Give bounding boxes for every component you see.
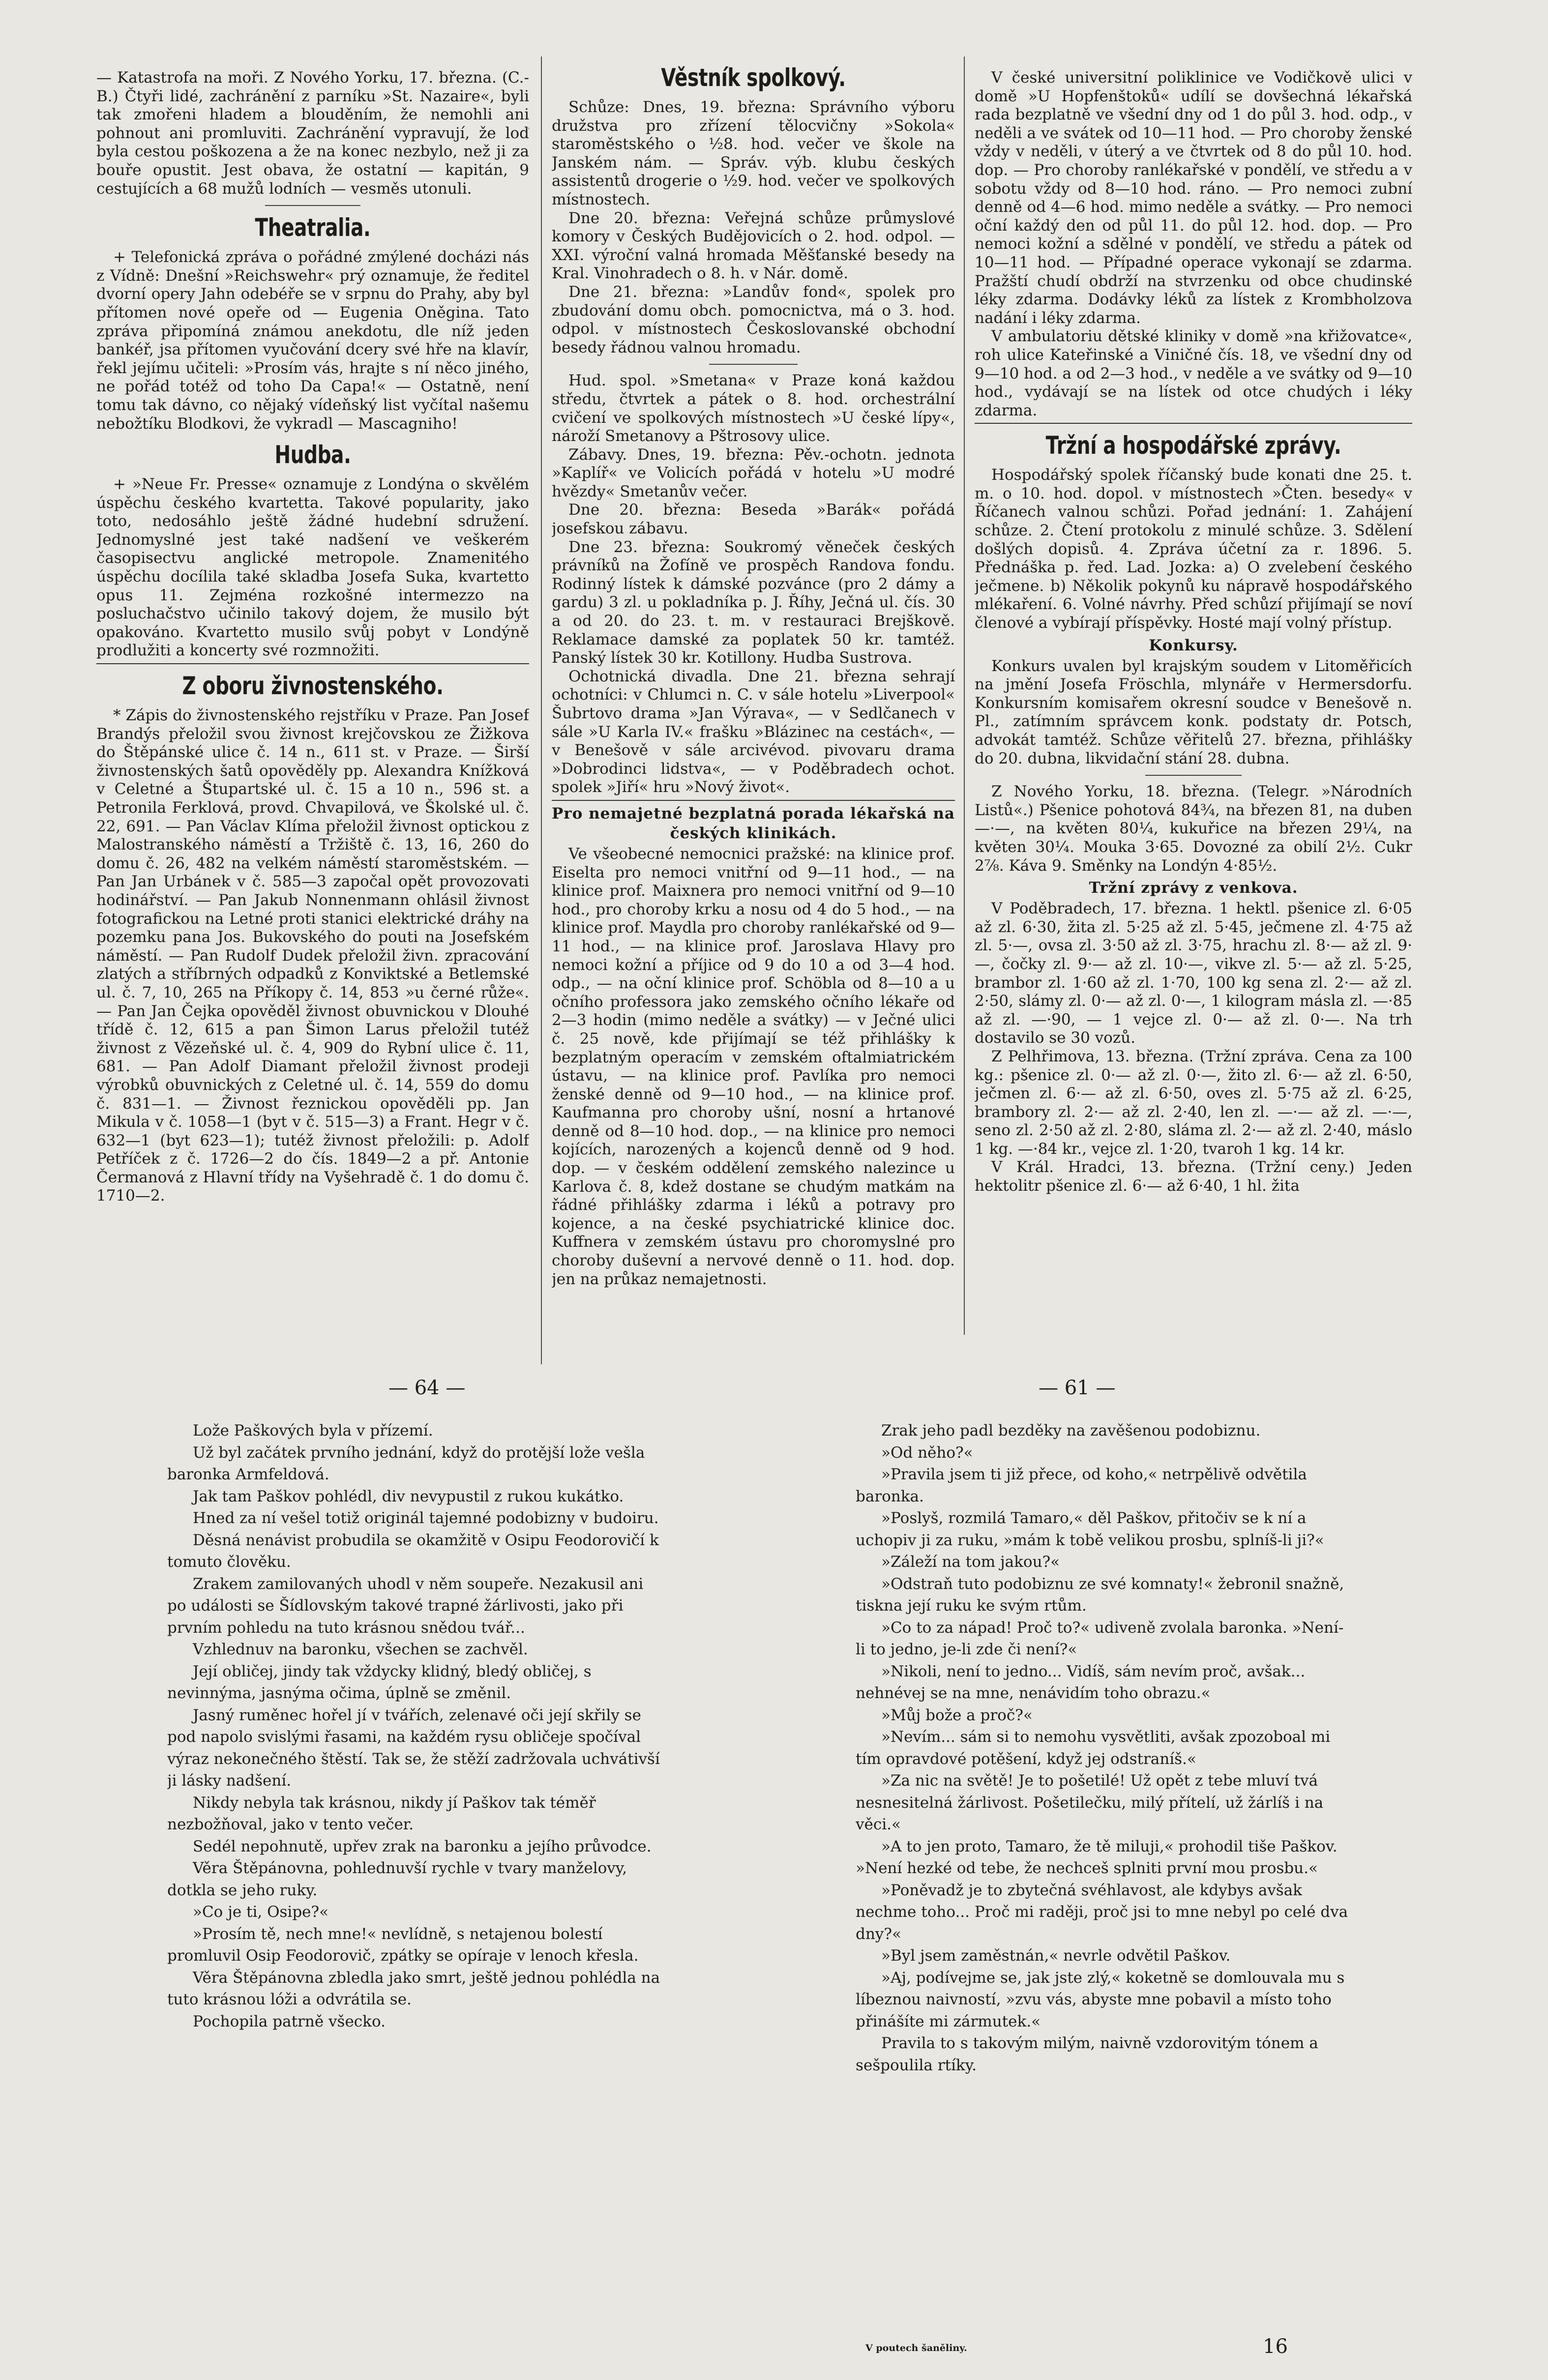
section-heading-konkursy: Konkursy. xyxy=(1149,636,1238,654)
column-rule-2 xyxy=(964,57,965,1335)
story-paragraph: »A to jen proto, Tamaro, že tě miluji,« prohodil tiše Paškov. »Není hezké od tebe, že nechceš splniti první mou prosbu.« xyxy=(856,1837,1338,1877)
story-paragraph: Nikdy nebyla tak krásnou, nikdy jí Paškov tak téměř nezbožňoval, jako v tento večer. xyxy=(167,1793,596,1833)
story-paragraph: Její obličej, jindy tak vždycky klidný, bledý obličej, s nevinnýma, jasnýma očima, úplně se změnil. xyxy=(167,1662,592,1702)
story-paragraph: Věra Štěpánovna zbledla jako smrt, ještě jednou pohlédla na tuto krásnou lóži a odvrátila se. xyxy=(167,1969,660,2008)
news-trade-register: * Zápis do živnostenského rejstříku v Praze. Pan Josef Brandýs přeložil svou živnost krejčovskou ze Žižkova do Štěpánské ulice č. 14 n., 611 st. v Praze. — Širší živnostenských šatů opověděly pp. Alexandra Knížková v Celetné a Štupartské ul. č. 15 a 10 n., 596 st. a Petronila Ferklová, provd. Chvapilová, ve Školské ul. č. 22, 691. — Pan Václav Klíma přeložil živnost optickou z Malostranského náměstí a Tržiště č. 13, 16, 260 do domu č. 26, 482 na velkém náměstí staroměstském. — Pan Jan Urbánek v č. 585—3 započal opět provozovati hodinářství. — Pan Jakub Nonnenmann ohlásil živnost fotografickou na Letné proti stanici elektrické dráhy na pozemku pana Jos. Bukovského do pouti na Josefském náměstí. — Pan Rudolf Dudek přeložil živn. zpracování zlatých a stříbrných odpadků z Konviktské a Betlemské ul. č. 7, 10, 265 na Příkopy č. 14, 853 »u černé růže«. — Pan Jan Čejka opověděl živnost obuvnickou v Dlouhé třídě č. 12, 615 a pan Šimon Larus přeložil tutéž živnost z Vězeňské ul. č. 4, 909 do Rybní ulice č. 11, 681. — Pan Adolf Diamant přeložil živnost prodeji výrobků obuvnických z Celetné ul. č. 14, 559 do domu č. 831—1. — Živnost řeznickou opověděli pp. Jan Mikula v č. 1058—1 (byt v č. 515—3) a Frant. Hegr v č. 632—1 (byt 623—1); tutéž živnost přeložili: p. Adolf Petříček z č. 1726—2 do čís. 1849—2 a př. Antonie Čermanová z Hlavní třídy na Vyšehradě č. 1 do domu č. 1710—2. xyxy=(96,706,529,1205)
novel-footer-title: V poutech šaněliny. xyxy=(865,2343,967,2353)
news-music: + »Neue Fr. Presse« oznamuje z Londýna o skvělém úspěchu českého kvartetta. Takové popularity, jako toto, nedosáhlo ještě žádné hudební sdružení. Jednomyslné jest také nadšení ve veškerém časopisectvu anglické metropole. Znamenitého úspěchu docílila také skladba Josefa Suka, kvartetto opus 11. Zejména rozkošné intermezzo na posluchačstvo učinilo takový dojem, že musilo být opakováno. Kvartetto musilo svůj pobyt v Londýně prodlužiti a koncerty své rozmnožiti. xyxy=(96,475,529,660)
section-heading-trade: Z oboru živnostenského. xyxy=(182,672,444,701)
childrens-clinic-note: V ambulatoriu dětské kliniky v domě »na křižovatce«, roh ulice Kateřinské a Viničné čís. 18, ve všední dny od 9—10 hod. a od 2—3 hod., v neděle a ve svátky od 9—10 hod., vydávají se na lístek od otce chudých i léky zdarma. xyxy=(975,327,1412,419)
story-paragraph: »Poslyš, rozmilá Tamaro,« děl Paškov, přitočiv se k ní a uchopiv ji za ruku, »mám k tobě velikou prosbu, splníš-li ji?« xyxy=(856,1509,1324,1549)
divider xyxy=(975,423,1412,424)
section-heading-doctors: Pro nemajetné bezplatná porada lékařská na českých klinikách. xyxy=(552,804,955,842)
story-paragraph: Zrak jeho padl bezděky na zavěšenou podobiznu. xyxy=(881,1422,1261,1440)
news-shipwreck: — Katastrofa na moři. Z Nového Yorku, 17. března. (C.-B.) Čtyři lidé, zachránění z parníku »St. Nazaire«, byli tak zmořeni hladem a blouděním, že nemohli ani pohnout ani promluviti. Zachránění vypravují, že loď byla cestou poškozena a že na konec nezbylo, než ji za bouře opustit. Jest obava, že ostatní — kapitán, 9 cestujících a 68 mužů lodních — vesměs utonuli. xyxy=(96,69,529,198)
story-paragraph: Pravila to s takovým milým, naivně vzdorovitým tónem a sešpoulila rtíky. xyxy=(856,2034,1318,2074)
divider xyxy=(1145,775,1242,776)
economy-ricany: Hospodářský spolek říčanský bude konati dne 25. t. m. o 10. hod. dopol. v místnostech »Čten. besedy« v Říčanech valnou schůzi. Pořad jednání: 1. Zahájení schůze. 2. Čtení protokolu z minulé schůze. 3. Sdělení došlých dopisů. 4. Zpráva účetní za r. 1896. 5. Přednáška p. řed. Lad. Jozka: a) O zvelebení českého ječmene. b) Několik pokynů ku nápravě hospodářského mlékaření. 6. Volné návrhy. Před schůzí přijímají se noví členové a vybírají příspěvky. Hosté mají volný přístup. xyxy=(975,466,1412,632)
market-podebrady: V Poděbradech, 17. března. 1 hektl. pšenice zl. 6·05 až zl. 6·30, žita zl. 5·25 až zl. 5·45, ječmene zl. 4·75 až zl. 5·—, ovsa zl. 3·50 až zl. 3·75, hrachu zl. 8·— až zl. 9·—, čočky zl. 9·— až zl. 10·—, vikve zl. 5·— až zl. 5·25, brambor zl. 1·60 až zl. 1·70, 100 kg sena zl. 2·— až zl. 2·50, slámy zl. 0·— až zl. 0·—, 1 kilogram másla zl. —·85 až zl. —·90, — 1 vejce zl. 0·— až zl. 0·—. Na trh dostavilo se 30 vozů. xyxy=(975,900,1412,1047)
story-paragraph: »Nevím... sám si to nemohu vysvětliti, avšak zpozoboal mi tím opravdové potěšení, když jej odstraníš.« xyxy=(856,1728,1331,1768)
story-paragraph: Jasný ruměnec hořel jí v tvářích, zelenavé oči její skřily se pod napolo svislými řasami, na každém rysu obličeje spočíval výraz nekonečného štěstí. Tak se, že stěží zadržovala uchvátivší ji lásky nadšení. xyxy=(167,1706,660,1790)
new-york-market: Z Nového Yorku, 18. března. (Telegr. »Národních Listů«.) Pšenice pohotová 84¾, na březen 81, na duben —·—, na květen 80¼, kukuřice na březen 29¼, na květen 30¼. Mouka 3·65. Dovozné za obilí 2½. Cukr 2⅞. Káva 9. Směnky na Londýn 4·85½. xyxy=(975,783,1412,875)
news-theatre: + Telefonická zpráva o pořádné zmýlené docházi nás z Vídně: Dnešní »Reichswehr« prý oznamuje, že ředitel dvorní opery Jahn odebéře se v srpnu do Prahy, aby byl přítomen nové opeře od — Eugenia Oněgina. Tato zpráva připomíná známou anekdotu, dle níž jeden bankéř, jsa přítomen vyučování dcery své hře na klavír, řekl jejímu učiteli: »Prosím vás, hrajte s ní něco jiného, ne pořád totéž od toho Da Capa!« — Ostatně, není tomu tak dávno, co nějaký vídeňský list vyčítal našemu nebožtíku Blodkovi, že vykradl — Mascagniho! xyxy=(96,248,529,433)
story-paragraph: »Za nic na světě! Je to pošetilé! Už opět z tebe mluví tvá nesnesitelná žárlivost. Pošetilečku, milý přítelí, už žárlíš i na věci.« xyxy=(856,1772,1324,1833)
story-paragraph: »Záleží na tom jakou?« xyxy=(881,1553,1060,1571)
story-paragraph: »Poněvadž je to zbytečná svéhlavost, ale kdybys avšak nechme toho... Proč mi raději, proč jsi to mne nebyl po celé dva dny?« xyxy=(856,1881,1348,1943)
story-paragraph: »Aj, podívejme se, jak jste zlý,« koketně se domlouvala mu s líbeznou naivností, »zvu vás, abyste mne pobavil a místo toho přinášíte mi zármutek.« xyxy=(856,1969,1345,2030)
novel-page-left xyxy=(167,1420,664,2364)
story-paragraph: Zrakem zamilovaných uhodl v něm soupeře. Nezakusil ani po události se Šídlovským takové trapné žárlivosti, jako při prvním pohledu na tuto krásnou snědou tvář... xyxy=(167,1575,644,1637)
page-number-left: — 64 — xyxy=(388,1377,466,1399)
entertainment: Zábavy. Dnes, 19. března: Pěv.-ochotn. jednota »Kaplíř« ve Volicích pořádá v hotelu »U modré hvězdy« Smetanův večer. xyxy=(552,445,955,500)
signature-number: 16 xyxy=(1263,2335,1288,2358)
story-paragraph: »Co je ti, Osipe?« xyxy=(193,1903,329,1921)
story-paragraph: Děsná nenávist probudila se okamžitě v Osipu Feodorovičí k tomuto člověku. xyxy=(167,1531,659,1571)
story-paragraph: Vzhlednuv na baronku, všechen se zachvěl. xyxy=(193,1641,528,1658)
story-paragraph: Jak tam Paškov pohlédl, div nevypustil z rukou kukátko. xyxy=(193,1487,624,1505)
story-paragraph: Pochopila patrně všecko. xyxy=(193,2012,386,2030)
divider xyxy=(96,663,529,664)
page-number-right: — 61 — xyxy=(1039,1377,1116,1399)
club-meetings: Schůze: Dnes, 19. března: Správního výboru družstva pro zřízení tělocvičny »Sokola« staroměstského o ½8. hod. večer ve škole na Janském nám. — Správ. výb. klubu českých assistentů drogerie o ½9. hod. večer ve spolkových místnostech. xyxy=(552,98,955,208)
section-heading-country-markets: Tržní zprávy z venkova. xyxy=(1089,879,1298,897)
story-paragraph: Hned za ní vešel totiž originál tajemné podobizny v budoiru. xyxy=(193,1509,659,1527)
story-paragraph: »Co to za nápad! Proč to?« udiveně zvolala baronka. »Není-li to jedno, je-li zde či není?« xyxy=(856,1618,1344,1658)
story-paragraph: »Byl jsem zaměstnán,« nevrle odvětil Paškov. xyxy=(881,1947,1231,1965)
entertainment-23: Dne 23. března: Soukromý věneček českých právníků na Žofíně ve prospěch Randova fondu. Rodinný lístek k dámské pozvánce (pro 2 dámy a gardu) 3 zl. u pokladníka p. J. Říhy, Ječná ul. čís. 30 a od 20. do 23. t. m. v restauraci Brejškově. Reklamace damské za poplatek 50 kr. tamtéž. Panský lístek 30 kr. Kotillony. Hudba Sustrova. xyxy=(552,538,955,667)
story-paragraph: »Od něho?« xyxy=(881,1443,973,1462)
story-paragraph: »Pravila jsem ti již přece, od koho,« netrpělivě odvětila baronka. xyxy=(856,1466,1307,1505)
story-paragraph: Už byl začátek prvního jednání, když do protější lože vešla baronka Armfeldová. xyxy=(167,1443,645,1483)
story-paragraph: »Odstraň tuto podobiznu ze své komnaty!« žebronil snažně, tiskna její ruku ke svým rtům. xyxy=(856,1575,1344,1615)
column-middle xyxy=(552,63,955,1312)
story-paragraph: »Prosím tě, nech mne!« nevlídně, s netajenou bolestí promluvil Osip Feodorovič, zpátky se opíraje v lenoch křesla. xyxy=(167,1925,639,1965)
story-paragraph: »Můj bože a proč?« xyxy=(881,1706,1033,1724)
club-smetana: Hud. spol. »Smetana« v Praze koná každou středu, čtvrtek a pátek o 8. hod. orchestrální cvičení ve spolkových místnostech »U české lípy«, nároží Smetanovy a Pštrosovy ulice. xyxy=(552,372,955,445)
divider xyxy=(552,800,955,801)
section-heading-music: Hudba. xyxy=(274,441,351,470)
column-rule-1 xyxy=(541,57,542,1364)
club-meetings-21: Dne 21. března: »Landův fond«, spolek pro zbudování domu obch. pomocnictva, má o 3. hod. odpol. v místnostech Českoslovanské obchodní besedy řádnou valnou hromadu. xyxy=(552,283,955,356)
polyclinic-note: V české universitní poliklinice ve Vodičkově ulici v domě »U Hopfenštoků« udílí se dovšechná lékařská rada bezplatně ve všední dny od 1 do půl 3. hod. odp., v neděli a ve svátek od 10—11 hod. — Pro choroby ženské vždy v neděli, v úterý a ve čtvrtek od 8 do půl 10. hod. dop. — Pro choroby ranlékařské v pondělí, ve středu a v sobotu vždy od 8—10 hod. ráno. — Pro nemoci zubní denně od 4—6 hod. mimo neděle a svátky. — Pro nemoci oční každý den od půl 11. do půl 12. hod. dop. — Pro nemoci kožní a sdělné v pondělí, ve středu a pátek od 10—11 hod. — Případné operace vykonají se zdarma. Pražští chudí obdrží na stvrzenku od obce chudinské léky zdarma. Dodávky léků za lístek z Krombholzova nadání i léky zdarma. xyxy=(975,69,1412,327)
konkurs-notice: Konkurs uvalen byl krajským soudem v Litoměřicích na jmění Josefa Fröschla, mlynáře v Hermersdorfu. Konkursním komisařem okresní soudce v Benešově n. Pl., zatímním správcem konk. podstaty dr. Potsch, advokát tamtéž. Schůze věřitelů 27. března, přihlášky do 20. dubna, likvidační stání 28. dubna. xyxy=(975,657,1412,767)
divider xyxy=(265,205,360,206)
market-pelhrimov: Z Pelhřimova, 13. března. (Tržní zpráva. Cena za 100 kg.: pšenice zl. 0·— až zl. 0·—, žito zl. 6·— až zl. 6·50, ječmen zl. 6·— až zl. 6·50, oves zl. 5·75 až zl. 6·25, brambory zl. 2·— až zl. 2·40, len zl. —·— až zl. —·—, seno zl. 2·50 až zl. 2·80, sláma zl. 2·— až zl. 2·40, máslo 1 kg. —·84 kr., vejce zl. 1·20, tvaroh 1 kg. 14 kr. xyxy=(975,1047,1412,1158)
story-paragraph: »Nikoli, není to jedno... Vidíš, sám nevím proč, avšak... nehnévej se na mne, nenávidím toho obrazu.« xyxy=(856,1662,1306,1702)
medical-advice: Ve všeobecné nemocnici pražské: na klinice prof. Eiselta pro nemoci vnitřní od 9—11 hod., — na klinice prof. Maixnera pro nemoci vnitřní od 9—10 hod., pro choroby krku a nosu od 4 do 5 hod., — na klinice prof. Maydla pro choroby ranlékařské od 9—11 hod., — na klinice prof. Jaroslava Hlavy pro nemoci kožní a příjice od 9 do 10 a od 3—4 hod. odp., — na oční klinice prof. Schöbla od 8—10 a u očního professora jako zemského očního lékaře od 2—3 hodin (mimo neděle a svátky) — v Ječné ulici č. 25 nově, kde přijímají se též přihlášky k bezplatným operacím v zemském oftalmiatrickém ústavu, — na klinice prof. Pavlíka pro nemoci ženské denně od 9—10 hod., — na klinice prof. Kaufmanna pro choroby ušní, nosní a hrtanové denně od 8—10 hod. dop., — na klinice pro nemoci kojících, narozených a kojenců denně od 9 hod. dop. — v českém oddělení zemského nalezince u Karlova č. 8, kdež dostane se chudým matkám na řádné přihlášky zdarma i léků a potravy pro kojence, a na české psychiatrické klinice doc. Kuffnera v zemském ústavu pro choromyslné pro choroby duševní a nervové denně o 11. hod. dop. jen na průkaz nemajetnosti. xyxy=(552,845,955,1288)
club-meetings-20: Dne 20. března: Veřejná schůze průmyslové komory v Českých Budějovicích o 2. hod. odpol. — XXI. výroční valná hromada Měšťanské besedy na Kral. Vinohradech o 8. h. v Nár. domě. xyxy=(552,209,955,283)
column-right xyxy=(975,69,1412,1298)
amateur-theatre: Ochotnická divadla. Dne 21. března sehrají ochotníci: v Chlumci n. C. v sále hotelu »Liverpool« Šubrtovo drama »Jan Výrava«, — v Sedlčanech v sále »U Karla IV.« frašku »Blázinec na cestách«, — v Benešově v sále arcivévod. pivovaru drama »Dobrodinci lidstva«, — v Poděbradech ochot. spolek »Jiří« hru »Nový život«. xyxy=(552,667,955,796)
story-paragraph: Sedél nepohnutě, upřev zrak na baronku a jejího průvodce. xyxy=(193,1837,652,1855)
section-heading-clubs: Věstník spolkový. xyxy=(661,63,846,92)
market-kral-hradec: V Král. Hradci, 13. března. (Tržní ceny.) Jeden hektolitr pšenice zl. 6·— až 6·40, 1 hl. žita xyxy=(975,1158,1412,1195)
story-paragraph: Věra Štěpánovna, pohlednuvší rychle v tvary manželovy, dotkla se jeho ruky. xyxy=(167,1859,627,1899)
entertainment-20: Dne 20. března: Beseda »Barák« pořádá josefskou zábavu. xyxy=(552,501,955,538)
divider xyxy=(709,364,798,365)
section-heading-theatre: Theatralia. xyxy=(255,213,371,242)
novel-page-right xyxy=(856,1420,1352,2344)
section-heading-economy: Tržní a hospodářské zprávy. xyxy=(1045,431,1341,460)
story-paragraph: Lože Paškových byla v přízemí. xyxy=(193,1422,433,1440)
column-left xyxy=(96,69,529,1357)
